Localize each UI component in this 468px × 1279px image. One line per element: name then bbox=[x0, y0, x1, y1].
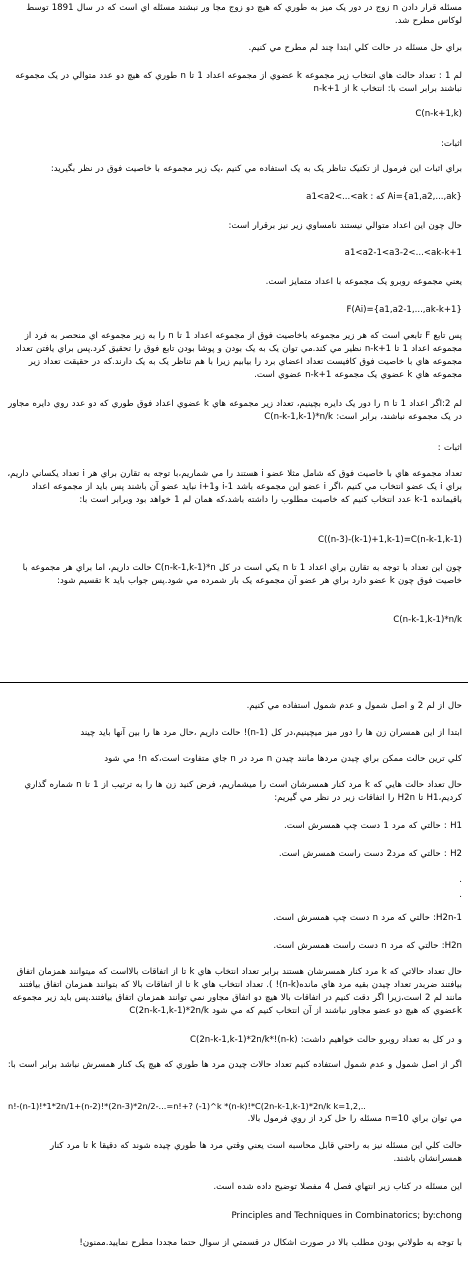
book-reference: Principles and Techniques in Combinatorics; by:chong bbox=[231, 1211, 462, 1221]
arrangement-paragraph: ابتدا از اين همسران زن ها را دور ميز ميچينيم،در کل (n-1)! حالت داريم ،حال مرد ها را بين آنها بايد چيند bbox=[80, 728, 462, 738]
lemma-1-statement: لم 1 : تعداد حالت هاي انتخاب زير مجموعه k عضوي از مجموعه اعداد 1 تا n طوري که هيچ دو عدد متوالي در يک مجموعه نباشند برابر است با: انتخاب k از n-k+1 bbox=[15, 71, 462, 94]
section-divider bbox=[0, 682, 468, 683]
selection-paragraph: حال تعداد حالاتي که k مرد کنار همسرشان هستند برابر تعداد انتخاب هاي k تا از اتفاقات بالااست که ميتوانند همزمان اتفاق بيافتند ضربدر تعداد چيدن بقيه مرد هاي مانده(n-k)! ). تعداد انتخاب هاي k تا از اتفاقات بالا که بتوانند همزمان اتفاق بيافتند مانند لم 2 است،زيرا اگر دقت کنيم در اتفاقات بالا هيچ دو اتفاق مجاور نمي توانند همزمان اتفاق بيافتند.پس بايد زير مجموعه kعضوي که هيچ دو عضو مجاور نباشند از آن انتخاب کنيم که مي شود C(2n-k-1,k-1)*2n/k bbox=[12, 967, 462, 1016]
proof-heading: اثبات: bbox=[441, 139, 462, 149]
ellipsis-dot-2: . bbox=[459, 890, 462, 900]
event-h1: H1 : حالتي که مرد 1 دست چپ همسرش است. bbox=[284, 821, 462, 831]
final-formula: n!-(n-1)!*1*2n/1+(n-2)!*(2n-3)*2n/2-...=n!+? (-1)^k *(n-k)!*C(2n-k-1,k-1)*2n/k k=1,2,.. bbox=[8, 1101, 366, 1111]
inequality-paragraph: حال چون اين اعداد متوالي نيستند نامساوي زير نيز برقرار است: bbox=[228, 221, 462, 231]
event-h2n: H2n: حالتي که مرد n دست راست همسرش است. bbox=[273, 941, 462, 951]
final-count-paragraph: اگر از اصل شمول و عدم شمول استفاده کنيم تعداد حالات چيدن مرد ها طوري که هيچ يک کنار همسرش نباشد برابر است با: bbox=[7, 1060, 462, 1070]
reference-paragraph: اين مسئله در کتاب زير انتهاي فصل 4 مفصلا توضيح داده شده است. bbox=[213, 1182, 462, 1192]
symmetry-paragraph: چون اين تعداد با توجه به تقارن براي اعداد 1 تا n يکي است در کل C(n-k-1,k-1)*n حالت داريم، اما براي هر مجموعه با خاصيت فوق چون k عضو دارد براي هر عضو آن مجموعه يک بار شمرده مي شود.پس جواب بايد k تقسيم شود: bbox=[22, 563, 462, 586]
distinct-paragraph: يعني مجموعه روبرو يک مجموعه با اعداد متمايز است. bbox=[265, 277, 462, 287]
general-case-paragraph: حالت کلي اين مسئله نيز به راحتي قابل محاسبه است يعني وقتي مرد ها طوري چيده شوند که دقيقا k تا مرد کنار همسرانشان باشند. bbox=[49, 1141, 462, 1164]
event-h2: H2 : حالتي که مرد2 دست راست همسرش است. bbox=[278, 849, 462, 859]
subset-formula: a1<a2<...<ak : که Ai={a1,a2,...,ak} bbox=[306, 192, 462, 202]
ellipsis-dot-1: . bbox=[459, 875, 462, 885]
events-definition-paragraph: حال تعداد حالت هايي که k مرد کنار همسرشان است را ميشماريم، فرض کنيد زن ها را به ترتيب از 1 تا n شماره گذاري کرديم،H1 تا H2n را اتفاقات زير در نظر مي گيريم: bbox=[24, 780, 462, 803]
intro-paragraph: مسئله قرار دادن n زوج در دور يک ميز به طوري که هيچ دو زوج مجا ور نبشند مسئله اي است که در سال 1891 توسط لوکاس مطرح شد. bbox=[26, 3, 462, 26]
men-placement-paragraph: کلي ترين حالت ممکن براي چيدن مردها مانند چيدن n مرد در n جاي متفاوت است،که n! مي شود bbox=[104, 754, 462, 764]
inequality-formula: a1<a2-1<a3-2<...<ak-k+1 bbox=[344, 248, 462, 258]
inclusion-exclusion-paragraph: حال از لم 2 و اصل شمول و عدم شمول استفاده مي کنيم. bbox=[246, 701, 462, 711]
lemma-2-result-formula: C(n-k-1,k-1)*n/k bbox=[393, 615, 462, 625]
counting-formula: C((n-3)-(k-1)+1,k-1)=C(n-k-1,k-1) bbox=[318, 535, 462, 545]
approach-paragraph: براي حل مسئله در حالت کلي ابتدا چند لم مطرح مي کنيم. bbox=[248, 43, 462, 53]
total-count-paragraph: و در کل به تعداد روبرو حالت خواهيم داشت: (n-k)!*C(2n-k-1,k-1)*2n/k bbox=[189, 1035, 462, 1045]
counting-paragraph: تعداد مجموعه هاي با خاصيت فوق که شامل مثلا عضو i هستند را مي شماريم،با توجه به تقارن براي هر i تعداد يکساني داريم، براي i يک عضو انتخاب مي کنيم ،اگر i عضو اين مجموعه باشد i-1 وi+1 نبايد عضو آن باشند پس بايد از مجموعه اعداد باقيمانده k-1 عدد انتخاب کنيم که خاصيت مطلوب را داشته باشد،که همان لم 1 خواهد بود وبرابر است با: bbox=[7, 469, 462, 505]
lemma-2-statement: لم 2:اگر اعداد 1 تا n را دور يک دايره بچينيم، تعداد زير مجموعه هاي k عضوي اعداد فوق طوري که دو عدد روي دايره مجاور در يک مجموعه نباشند، برابر است: C(n-k-1,k-1)*n/k bbox=[8, 399, 462, 422]
proof-heading-2: اثبات : bbox=[437, 443, 462, 453]
event-h2n-1: H2n-1: حالتي که مرد n دست چپ همسرش است. bbox=[273, 913, 462, 923]
bijection-paragraph: پس تابع F تابعي است که هر زير مجموعه باخاصيت فوق از مجموعه اعداد 1 تا n را به زير مجموعه اي منحصر به فرد از مجموعه اعداد 1 تا n-k+1 نظير مي کند.مي توان يک به يک بودن و پوشا بودن تابع فوق را تحقيق کرد.پس براي يافتن تعداد مجموعه هاي با خاصيت فوق کافيست تعداد اعضاي برد را بيابيم زيرا با هم تناظر يک به يک دارند.که در حقيقت تعداد زير مجموعه هاي k عضوي يک مجموعه n-k+1 عضوي است. bbox=[15, 331, 462, 380]
n10-paragraph: مي توان براي n=10 مسئله را حل کرد از روي فرمول بالا. bbox=[247, 1114, 462, 1124]
mapping-formula: F(Ai)={a1,a2-1,...,ak-k+1} bbox=[346, 305, 462, 315]
lemma-1-formula: C(n-k+1,k) bbox=[415, 109, 462, 119]
closing-paragraph: با توجه به طولاني بودن مطلب بالا در صورت اشکال در قسمتي از سوال حتما مجددا مطرح نماييد.ممنون! bbox=[79, 1238, 462, 1248]
proof-paragraph: براي اثبات اين فرمول از تکنيک تناظر يک به يک استفاده مي کنيم ،يک زير مجموعه با خاصيت فوق در نظر بگيريد: bbox=[50, 164, 462, 174]
